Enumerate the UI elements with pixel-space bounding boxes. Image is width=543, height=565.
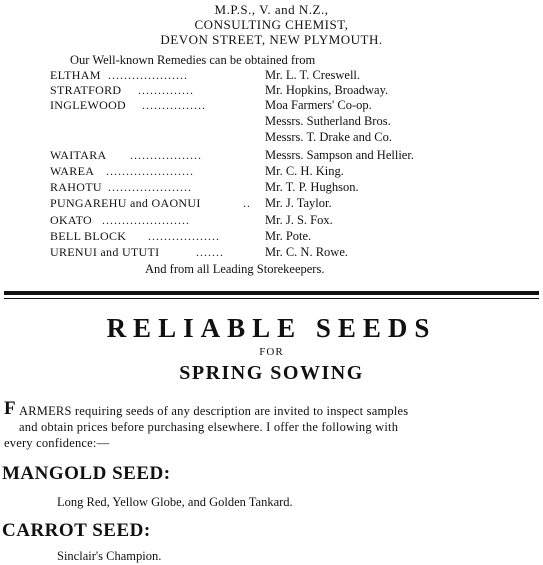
agent-name: Mr. L. T. Creswell. <box>265 68 361 82</box>
leader-dots: .................... <box>108 68 188 82</box>
drop-cap: F <box>4 398 16 419</box>
leader-dots: .................. <box>130 148 202 162</box>
leader-dots: .. <box>243 196 251 210</box>
divider-thick <box>4 291 539 295</box>
address-line: DEVON STREET, NEW PLYMOUTH. <box>160 32 383 47</box>
agent-name: Mr. J. Taylor. <box>265 196 332 210</box>
body-line: and obtain prices before purchasing elsewhere. I offer the following with <box>19 420 399 434</box>
body-line: every confidence:— <box>4 436 110 450</box>
agent-name: Mr. C. H. King. <box>265 164 344 178</box>
town-name: URENUI and UTUTI <box>50 245 160 259</box>
agent-name: Messrs. Sutherland Bros. <box>265 114 391 128</box>
agent-name: Mr. T. P. Hughson. <box>265 180 359 194</box>
agent-name: Mr. C. N. Rowe. <box>265 245 348 259</box>
agent-name: Mr. Pote. <box>265 229 312 243</box>
agent-name: Messrs. T. Drake and Co. <box>265 130 392 144</box>
remedies-intro: Our Well-known Remedies can be obtained from <box>70 53 316 67</box>
agent-name: Moa Farmers' Co-op. <box>265 98 372 112</box>
town-name: WAITARA <box>50 148 107 162</box>
section-heading-carrot: CARROT SEED: <box>2 520 151 541</box>
leader-dots: ................ <box>142 98 206 112</box>
town-name: ELTHAM <box>50 68 101 82</box>
town-name: STRATFORD <box>50 83 122 97</box>
section-items-mangold: Long Red, Yellow Globe, and Golden Tankard. <box>57 495 293 509</box>
leader-dots: .............. <box>138 83 194 97</box>
agent-name: Messrs. Sampson and Hellier. <box>265 148 414 162</box>
town-name: INGLEWOOD <box>50 98 127 112</box>
leader-dots: .................. <box>148 229 220 243</box>
town-name: WAREA <box>50 164 95 178</box>
storekeepers-line: And from all Leading Storekeepers. <box>145 262 325 276</box>
leader-dots: ..................... <box>108 180 192 194</box>
leader-dots: ....... <box>196 245 224 259</box>
ad-title: RELIABLE SEEDS <box>106 313 437 343</box>
town-name: BELL BLOCK <box>50 229 127 243</box>
town-name: OKATO <box>50 213 92 227</box>
profession-line: CONSULTING CHEMIST, <box>194 17 349 32</box>
ad-subtitle: SPRING SOWING <box>179 362 364 384</box>
town-name: PUNGAREHU and OAONUI <box>50 196 201 210</box>
qualifications-line: M.P.S., V. and N.Z., <box>214 2 329 17</box>
section-items-carrot: Sinclair's Champion. <box>57 549 162 563</box>
section-heading-mangold: MANGOLD SEED: <box>2 463 171 484</box>
agent-name: Mr. J. S. Fox. <box>265 213 333 227</box>
leader-dots: ...................... <box>102 213 190 227</box>
ad-for: FOR <box>259 346 284 358</box>
town-name: RAHOTU <box>50 180 102 194</box>
leader-dots: ...................... <box>106 164 194 178</box>
body-line: ARMERS requiring seeds of any description are invited to inspect samples <box>19 404 409 418</box>
agent-name: Mr. Hopkins, Broadway. <box>265 83 389 97</box>
divider-thin <box>4 298 539 299</box>
